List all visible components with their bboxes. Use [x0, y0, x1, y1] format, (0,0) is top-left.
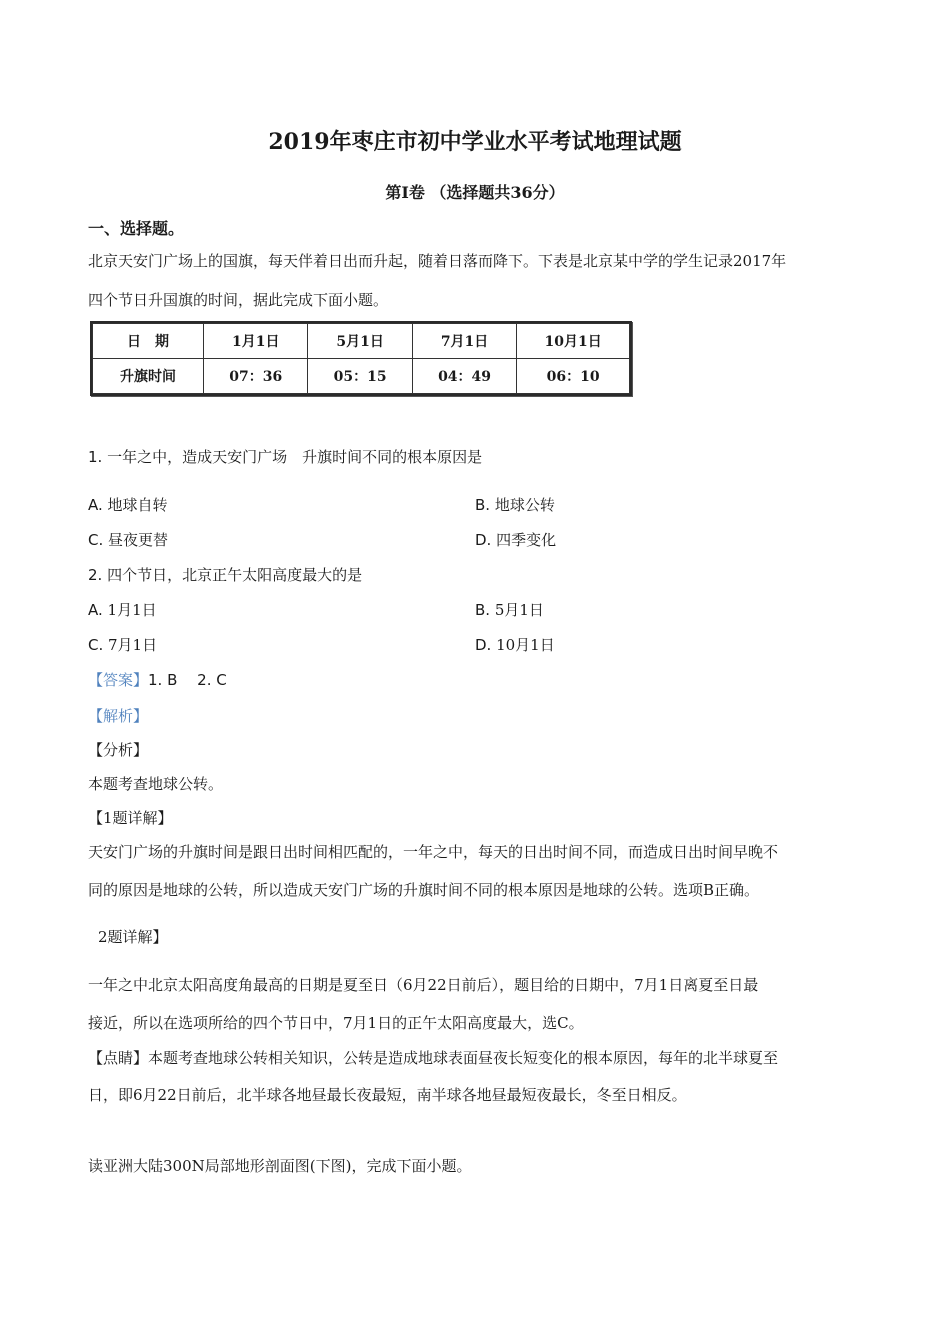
answer-label: 【答案】 — [88, 671, 149, 689]
detail2-line-2: 接近，所以在选项所给的四个节日中，7月1日的正午太阳高度最大，选C。 — [88, 1014, 584, 1032]
analysis-label: 【解析】 — [88, 707, 149, 725]
table-cell: 07：36 — [204, 359, 308, 394]
answer-line — [88, 669, 227, 690]
detail2-label: 2题详解】 — [98, 928, 168, 946]
table-row — [93, 324, 630, 359]
question-stem: 四个节日，北京正午太阳高度最大的是 — [107, 566, 363, 584]
detail1-line-2: 同的原因是地球的公转，所以造成天安门广场的升旗时间不同的根本原因是地球的公转。选项B正确。 — [88, 881, 760, 899]
dianjing-line-1: 【点睛】本题考查地球公转相关知识，公转是造成地球表面昼夜长短变化的根本原因，每年的北半球夏至 — [88, 1049, 779, 1067]
intro-line-1: 北京天安门广场上的国旗，每天伴着日出而升起，随着日落而降下。下表是北京某中学的学生记录2017年 — [88, 252, 787, 270]
answer-value: 1. B 2. C — [148, 671, 227, 689]
question-number: 2. — [88, 566, 108, 584]
q1-option-c[interactable]: C. 昼夜更替 — [88, 531, 169, 549]
table-cell: 1月1日 — [204, 324, 308, 359]
q1-option-d[interactable]: D. 四季变化 — [475, 531, 557, 549]
section-subtitle: 第Ⅰ卷 （选择题共36分） — [385, 183, 565, 202]
section-heading: 一、选择题。 — [88, 219, 185, 238]
table-cell: 5月1日 — [308, 324, 412, 359]
table-cell: 7月1日 — [412, 324, 516, 359]
question-stem: 一年之中，造成天安门广场 升旗时间不同的根本原因是 — [107, 448, 483, 466]
question-2 — [88, 564, 362, 585]
q1-option-b[interactable]: B. 地球公转 — [475, 496, 555, 514]
fenxi-text: 本题考查地球公转。 — [88, 775, 224, 793]
table-row — [93, 359, 630, 394]
page-title: 2019年枣庄市初中学业水平考试地理试题 — [268, 129, 682, 155]
q2-option-a[interactable]: A. 1月1日 — [88, 601, 157, 619]
flag-raising-table — [90, 321, 632, 396]
detail1-label: 【1题详解】 — [88, 809, 173, 827]
q2-option-d[interactable]: D. 10月1日 — [475, 636, 555, 654]
table-cell: 10月1日 — [517, 324, 630, 359]
question-number: 1. — [88, 448, 108, 466]
q1-option-a[interactable]: A. 地球自转 — [88, 496, 168, 514]
q2-option-b[interactable]: B. 5月1日 — [475, 601, 544, 619]
dianjing-line-2: 日，即6月22日前后，北半球各地昼最长夜最短，南半球各地昼最短夜最长，冬至日相反。 — [88, 1086, 687, 1104]
table-cell: 06：10 — [517, 359, 630, 394]
table-cell: 04：49 — [412, 359, 516, 394]
table-header-label: 日 期 — [93, 324, 204, 359]
intro-line-2: 四个节日升国旗的时间，据此完成下面小题。 — [88, 291, 389, 309]
table-row-label: 升旗时间 — [93, 359, 204, 394]
detail2-line-1: 一年之中北京太阳高度角最高的日期是夏至日（6月22日前后），题目给的日期中，7月1日离夏至日最 — [88, 976, 759, 994]
question-1 — [88, 446, 482, 467]
next-question-intro: 读亚洲大陆300N局部地形剖面图(下图)，完成下面小题。 — [88, 1157, 472, 1175]
detail1-line-1: 天安门广场的升旗时间是跟日出时间相匹配的，一年之中，每天的日出时间不同，而造成日出时间早晚不 — [88, 843, 779, 861]
q2-option-c[interactable]: C. 7月1日 — [88, 636, 158, 654]
table-cell: 05：15 — [308, 359, 412, 394]
fenxi-label: 【分析】 — [88, 741, 149, 759]
